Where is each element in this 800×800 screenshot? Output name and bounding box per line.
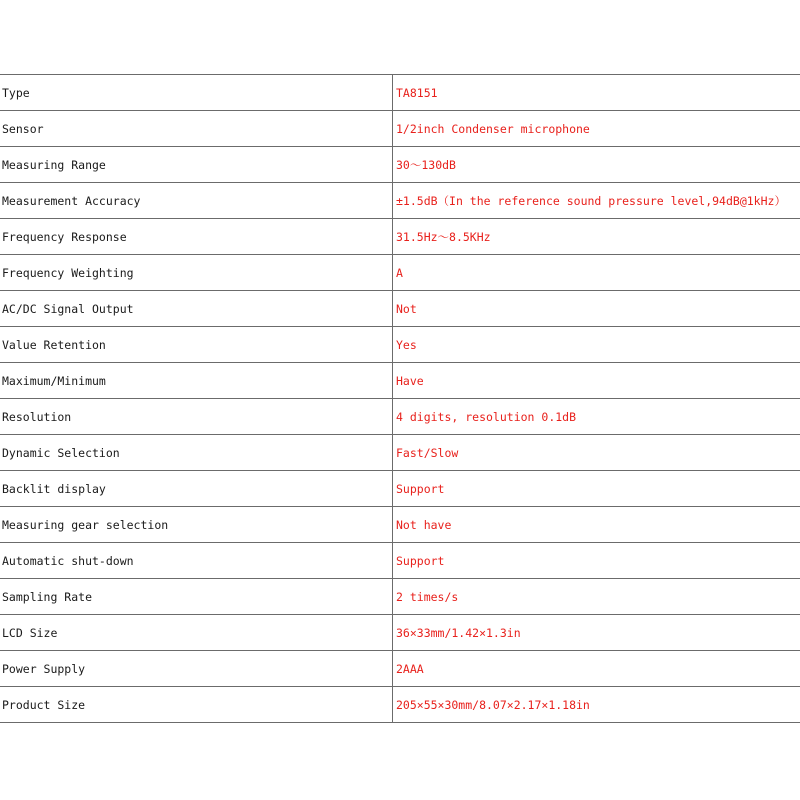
spec-label: Backlit display: [0, 471, 393, 506]
spec-row: [0, 147, 800, 183]
spec-row: [0, 615, 800, 651]
spec-row: [0, 687, 800, 723]
spec-table: [0, 74, 800, 723]
spec-row: [0, 399, 800, 435]
spec-row: [0, 327, 800, 363]
spec-value: Fast/Slow: [396, 445, 459, 460]
spec-row: [0, 183, 800, 219]
spec-label: Value Retention: [0, 327, 393, 362]
spec-value: 31.5Hz～8.5KHz: [396, 229, 491, 244]
spec-value: Yes: [396, 337, 417, 352]
spec-value: 36×33mm/1.42×1.3in: [396, 625, 521, 640]
spec-value: 2AAA: [396, 661, 424, 676]
spec-value: 30～130dB: [396, 157, 456, 172]
spec-row: [0, 651, 800, 687]
spec-label: Sampling Rate: [0, 579, 393, 614]
spec-row: [0, 471, 800, 507]
spec-value: 2 times/s: [396, 589, 459, 604]
spec-row: [0, 363, 800, 399]
spec-label: Type: [0, 75, 393, 110]
spec-row: [0, 255, 800, 291]
spec-label: Maximum/Minimum: [0, 363, 393, 398]
spec-row: [0, 435, 800, 471]
spec-row: [0, 111, 800, 147]
spec-row: [0, 579, 800, 615]
spec-value: 4 digits, resolution 0.1dB: [396, 409, 577, 424]
spec-value: Not: [396, 301, 417, 316]
spec-row: [0, 75, 800, 111]
spec-label: Frequency Response: [0, 219, 393, 254]
spec-label: Dynamic Selection: [0, 435, 393, 470]
spec-label: Measurement Accuracy: [0, 183, 393, 218]
spec-label: Resolution: [0, 399, 393, 434]
spec-label: Product Size: [0, 687, 393, 722]
spec-label: Measuring gear selection: [0, 507, 393, 542]
spec-value: ±1.5dB（In the reference sound pressure level,94dB@1kHz）: [396, 193, 786, 208]
spec-label: Sensor: [0, 111, 393, 146]
spec-value: Not have: [396, 517, 452, 532]
spec-label: LCD Size: [0, 615, 393, 650]
spec-row: [0, 507, 800, 543]
spec-value: Have: [396, 373, 424, 388]
spec-value: Support: [396, 553, 445, 568]
spec-row: [0, 543, 800, 579]
spec-label: AC/DC Signal Output: [0, 291, 393, 326]
spec-label: Measuring Range: [0, 147, 393, 182]
spec-label: Power Supply: [0, 651, 393, 686]
spec-value: TA8151: [396, 85, 438, 100]
spec-value: 205×55×30mm/8.07×2.17×1.18in: [396, 697, 590, 712]
spec-row: [0, 219, 800, 255]
spec-value: 1/2inch Condenser microphone: [396, 121, 590, 136]
spec-value: Support: [396, 481, 445, 496]
spec-row: [0, 291, 800, 327]
spec-value: A: [396, 265, 403, 280]
spec-label: Automatic shut-down: [0, 543, 393, 578]
spec-label: Frequency Weighting: [0, 255, 393, 290]
